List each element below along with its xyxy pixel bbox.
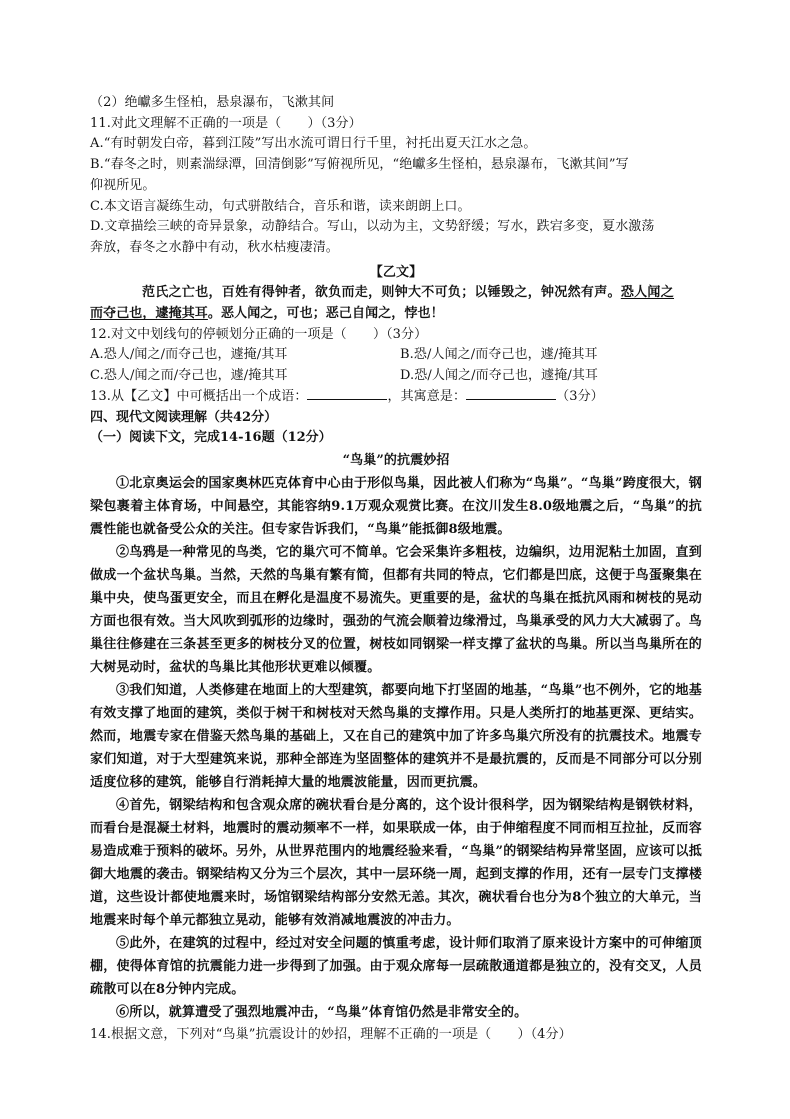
article-paragraph-3: ③我们知道，人类修建在地面上的大型建筑，都要向地下打坚固的地基，“鸟巢”也不例外，它的地基有效支撑了地面的建筑，类似于树干和树枝对天然鸟巢的支撑作用。只是人类所打的地基更深、更结实。然而，地震专家在借鉴天然鸟巢的基础上，又在自己的建筑中加了许多鸟巢穴所没有的抗震技术。地震专家们知道，对于大型建筑来说，那种全部连为坚固整体的建筑并不是最抗震的，反而是不同部分可以分别适度位移的建筑，能够自行消耗掉大量的地震波能量，因而更抗震。 [90, 682, 702, 790]
q13-text-3: （3分） [556, 388, 604, 404]
yiwen-line1 [90, 283, 702, 304]
section4-title: 四、现代文阅读理解（共42分） [90, 409, 278, 425]
q12-option-c: C.恐人/闻之而/夺己也，遽/掩其耳 [90, 368, 288, 384]
yiwen-title: 【乙文】 [369, 264, 423, 280]
q11-option-d-line1: D.文章描绘三峡的奇异景象，动静结合。写山，以动为主，文势舒缓；写水，跌宕多变，夏水激荡 [90, 219, 655, 235]
q13-text-2: ，其寓意是： [387, 388, 467, 404]
article-paragraph-6: ⑥所以，就算遭受了强烈地震冲击，“鸟巢”体育馆仍然是非常安全的。 [116, 1004, 528, 1020]
article-paragraph-4: ④首先，钢梁结构和包含观众席的碗状看台是分离的，这个设计很科学，因为钢梁结构是钢铁材料，而看台是混凝土材料，地震时的震动频率不一样，如果联成一体，由于伸缩程度不同而相互拉扯，反而容易造成难于预料的破坏。另外，从世界范围内的地震经验来看，“鸟巢”的钢梁结构异常坚固，应该可以抵御大地震的袭击。钢梁结构又分为三个层次，其中一层环绕一周，起到支撑的作用，还有一层专门支撑楼道，这些设计都使地震来时，场馆钢梁结构部分安然无恙。其次，碗状看台也分为8个独立的大单元，当地震来时每个单元都独立晃动，能够有效消减地震波的冲击力。 [90, 797, 702, 928]
q14-stem: 14.根据文意，下列对“鸟巢”抗震设计的妙招，理解不正确的一项是（ ）（4分） [90, 1026, 572, 1042]
q11-option-c: C.本文语言凝练生动，句式骈散结合，音乐和谐，读来朗朗上口。 [90, 198, 471, 214]
q11-option-b-line1: B.“春冬之时，则素湍绿潭，回清倒影”写俯视所见，“绝巘多生怪柏，悬泉瀑布，飞漱其间”写 [90, 157, 629, 173]
q12-option-a: A.恐人/闻之/而夺己也，遽掩/其耳 [90, 347, 288, 363]
q13-blank-idiom[interactable] [307, 387, 387, 400]
article-paragraph-1: ①北京奥运会的国家奥林匹克体育中心由于形似鸟巢，因此被人们称为“鸟巢”。“鸟巢”跨度很大，钢梁包裹着主体育场，中间悬空，其能容纳9.1万观众观赏比赛。在汶川发生8.0级地震之后，“鸟巢”的抗震性能也就备受公众的关注。但专家告诉我们，“鸟巢”能抵御8级地震。 [90, 475, 702, 537]
q11-option-a: A.“有时朝发白帝，暮到江陵”写出水流可谓日行千里，衬托出夏天江水之急。 [90, 136, 537, 152]
q12-option-d: D.恐/人闻之/而夺己也，遽掩/其耳 [400, 368, 599, 384]
q13-text-1: 13.从【乙文】中可概括出一个成语： [90, 388, 308, 404]
q12-options-row1 [90, 345, 702, 366]
section4-sub1: （一）阅读下文，完成14-16题（12分） [90, 430, 332, 446]
yiwen-underline-2: 而夺己也，遽掩其耳 [90, 306, 208, 322]
q11-option-d-line2: 奔放，春冬之水静中有动，秋水枯瘦凄清。 [90, 239, 339, 255]
exam-page [90, 93, 702, 1045]
article-paragraph-5: ⑤此外，在建筑的过程中，经过对安全问题的慎重考虑，设计师们取消了原来设计方案中的可伸缩顶棚，使得体育馆的抗震能力进一步得到了加强。由于观众席每一层疏散通道都是独立的，没有交叉，人员疏散可以在8分钟内完成。 [90, 935, 702, 997]
q12-options-row2 [90, 366, 702, 387]
article-paragraph-2: ②鸟鸦是一种常见的鸟类，它的巢穴可不简单。它会采集许多粗枝，边编织，边用泥粘土加固，直到做成一个盆状鸟巢。当然，天然的鸟巢有繁有简，但都有共同的特点，它们都是凹底，这便于鸟蛋聚集在巢中央，使鸟蛋更安全，而且在孵化是温度不易流失。更重要的是，盆状的鸟巢在抵抗风雨和树枝的晃动方面也很有效。当大风吹到弧形的边缘时，强劲的气流会顺着边缘滑过，鸟巢承受的风力大大减弱了。鸟巢往往修建在三条甚至更多的树枝分叉的位置，树枝如同钢梁一样支撑了盆状的鸟巢。所以当鸟巢所在的大树晃动时，盆状的鸟巢比其他形状更难以倾覆。 [90, 544, 702, 675]
prev-item-2: （2）绝巘多生怪柏，悬泉瀑布，飞漱其间 [90, 95, 335, 110]
q11-stem: 11.对此文理解不正确的一项是（ ）（3分） [90, 115, 362, 131]
q13-line [90, 387, 702, 408]
yiwen-text-1: 范氏之亡也，百姓有得钟者，欲负而走，则钟大不可负；以锤毁之，钟况然有声。 [142, 285, 621, 301]
yiwen-text-2: 。恶人闻之，可也；恶己自闻之，悖也！ [207, 306, 444, 322]
article-title: “鸟巢”的抗震妙招 [342, 452, 450, 468]
q12-stem: 12.对文中划线句的停顿划分正确的一项是（ ）（3分） [90, 326, 428, 342]
q13-blank-meaning[interactable] [466, 387, 556, 400]
yiwen-underline-1: 恐人闻之 [620, 285, 675, 301]
q12-option-b: B.恐/人闻之/而夺己也，遽/掩其耳 [400, 347, 598, 363]
yiwen-line2 [90, 304, 702, 325]
q11-option-b-line2: 仰视所见。 [90, 177, 156, 193]
